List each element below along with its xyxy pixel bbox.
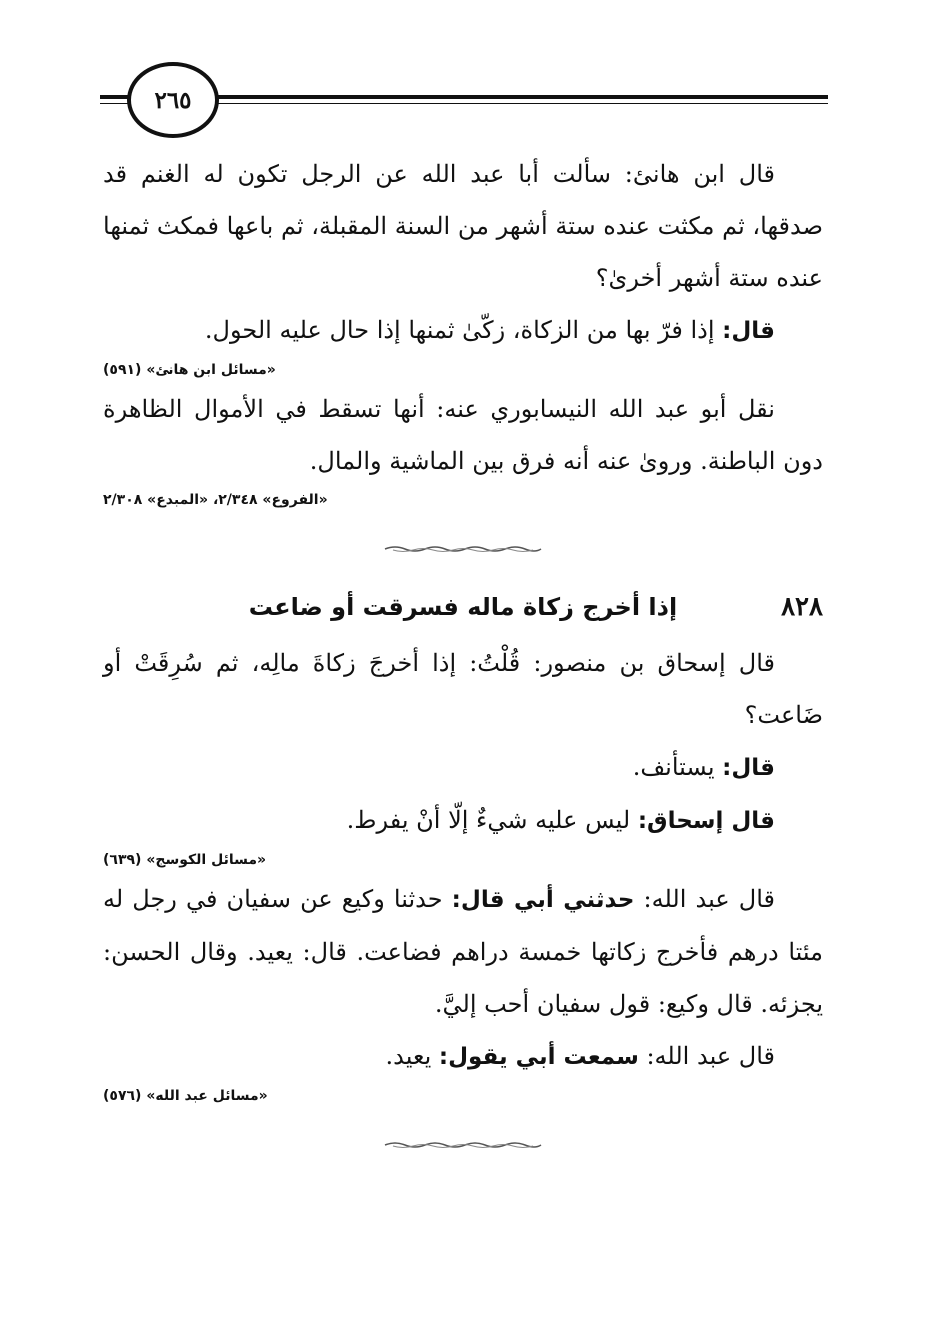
lead-text: قال عبد الله:	[634, 885, 775, 913]
answer-text: إذا فرّ بها من الزكاة، زكّىٰ ثمنها إذا حال عليه الحول.	[204, 316, 723, 344]
page-header	[100, 62, 828, 142]
page-number: ٢٦٥	[127, 62, 219, 138]
paragraph	[103, 741, 823, 794]
paragraph: نقل أبو عبد الله النيسابوري عنه: أنها تسقط في الأموال الظاهرة دون الباطنة. ورویٰ عنه أنه فرق بين الماشية والمال.	[103, 395, 823, 475]
paragraph: قال إسحاق بن منصور: قُلْتُ: إذا أخرجَ زكاةَ مالِه، ثم سُرِقَتْ أو ضَاعت؟	[103, 649, 823, 729]
speaker-label: سمعت أبي يقول:	[438, 1044, 639, 1070]
page-body	[103, 148, 823, 1173]
source-reference	[103, 847, 823, 873]
lead-text: قال عبد الله:	[638, 1042, 775, 1070]
section-heading	[103, 577, 823, 637]
source-reference	[103, 487, 823, 513]
speaker-label: حدثني أبي قال:	[451, 887, 635, 913]
source-text: «مسائل الكوسج» (٦٣٩)	[103, 852, 267, 868]
narration-text: حدثنا وكيع عن سفيان في رجل له مئتا درهم فأخرج زكاتها خمسة دراهم فضاعت. قال: يعيد. وقال الحسن: يجزئه. قال وكيع: قول سفيان أحب إليَّ.	[103, 885, 823, 1018]
speaker-label: قال:	[722, 318, 775, 344]
source-text: «الفروع» ٢/٣٤٨، «المبدع» ٢/٣٠٨	[103, 492, 328, 508]
answer-text: ليس عليه شيءٌ إلّا أنْ يفرط.	[346, 806, 638, 834]
source-text: «مسائل عبد الله» (٥٧٦)	[103, 1088, 268, 1104]
source-reference	[103, 357, 823, 383]
ornament-divider	[103, 1135, 823, 1149]
paragraph	[103, 1030, 823, 1083]
paragraph	[103, 304, 823, 357]
ornament-divider	[103, 539, 823, 553]
answer-text: يستأنف.	[632, 753, 723, 781]
paragraph	[103, 873, 823, 1030]
paragraph: قال ابن هانئ: سألت أبا عبد الله عن الرجل تكون له الغنم قد صدقها، ثم مكثت عنده ستة أشهر من السنة المقبلة، ثم باعها فمكث ثمنها عنده ستة أشهر أخرىٰ؟	[103, 160, 823, 292]
section-title: إذا أخرج زكاة ماله فسرقت أو ضاعت	[248, 593, 678, 621]
speaker-label: قال:	[722, 755, 775, 781]
paragraph	[103, 794, 823, 847]
narration-text: يعيد.	[385, 1042, 439, 1070]
section-number: ٨٢٨	[781, 592, 823, 622]
speaker-label: قال إسحاق:	[637, 808, 775, 834]
source-text: «مسائل ابن هانئ» (٥٩١)	[103, 362, 276, 378]
source-reference	[103, 1083, 823, 1109]
